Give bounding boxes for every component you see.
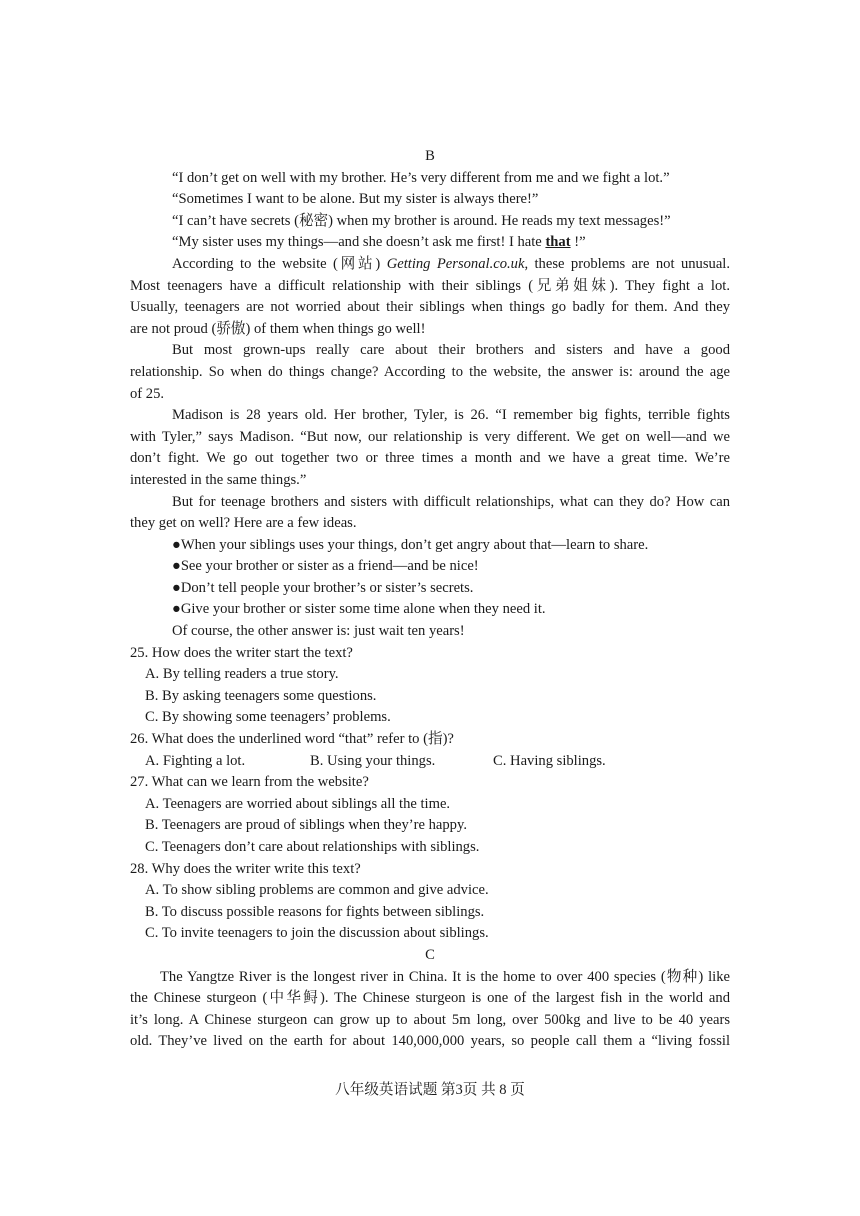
quote-line: “I don’t get on well with my brother. He’s very different from me and we fight a lot.” bbox=[172, 169, 670, 186]
exam-page bbox=[130, 146, 730, 1053]
question-26-option-c: C. Having siblings. bbox=[493, 752, 606, 769]
quote-line: “I can’t have secrets (秘密) when my brother is around. He reads my text messages!” bbox=[172, 212, 671, 229]
page-footer: 八年级英语试题 第3页 共 8 页 bbox=[335, 1082, 525, 1098]
paragraph-line: But most grown-ups really care about their brothers and sisters and have a good bbox=[172, 342, 730, 359]
question-28-stem: 28. Why does the writer write this text? bbox=[130, 860, 361, 877]
quote-line: “Sometimes I want to be alone. But my sister is always there!” bbox=[172, 191, 539, 208]
website-name: Getting Personal.co.uk bbox=[386, 255, 525, 272]
question-26-options bbox=[130, 751, 730, 773]
paragraph-line: they get on well? Here are a few ideas. bbox=[130, 515, 357, 532]
paragraph-line: relationship. So when do things change? According to the website, the answer is: around the age bbox=[130, 363, 730, 380]
question-27-option-a: A. Teenagers are worried about siblings all the time. bbox=[145, 795, 451, 812]
section-c-heading: C bbox=[425, 946, 435, 963]
paragraph-line: Madison is 28 years old. Her brother, Tyler, is 26. “I remember big fights, terrible fights bbox=[172, 407, 730, 424]
paragraph-line: The Yangtze River is the longest river in China. It is the home to over 400 species (物种) like bbox=[160, 968, 730, 985]
question-25-stem: 25. How does the writer start the text? bbox=[130, 644, 353, 661]
paragraph-line: with Tyler,” says Madison. “But now, our relationship is very different. We get on well—and we bbox=[130, 428, 730, 445]
question-25-option-c: C. By showing some teenagers’ problems. bbox=[145, 709, 391, 726]
bullet-item: ●When your siblings uses your things, don’t get angry about that—learn to share. bbox=[172, 536, 649, 553]
bullet-item: ●Give your brother or sister some time alone when they need it. bbox=[172, 601, 546, 618]
question-27-stem: 27. What can we learn from the website? bbox=[130, 774, 369, 791]
paragraph-line: of 25. bbox=[130, 385, 165, 402]
paragraph-line bbox=[130, 254, 730, 276]
paragraph-line: are not proud (骄傲) of them when things go well! bbox=[130, 320, 426, 337]
paragraph-line: Usually, teenagers are not worried about their siblings when things go badly for them. And they bbox=[130, 299, 730, 316]
paragraph-line: Most teenagers have a difficult relationship with their siblings (兄弟姐妹). They fight a lot. bbox=[130, 277, 730, 294]
question-26-option-a: A. Fighting a lot. bbox=[145, 752, 246, 769]
question-28-option-c: C. To invite teenagers to join the discussion about siblings. bbox=[145, 925, 489, 942]
question-26-stem: 26. What does the underlined word “that” refer to (指)? bbox=[130, 731, 454, 748]
paragraph-line: But for teenage brothers and sisters with difficult relationships, what can they do? How can bbox=[172, 493, 730, 510]
question-27-option-c: C. Teenagers don’t care about relationships with siblings. bbox=[145, 839, 480, 855]
text-span: According to the website (网站) bbox=[172, 255, 387, 272]
underlined-word-that: that bbox=[545, 234, 571, 251]
bullet-item: ●Don’t tell people your brother’s or sister’s secrets. bbox=[172, 579, 474, 596]
paragraph-line: the Chinese sturgeon (中华鲟). The Chinese sturgeon is one of the largest fish in the world and bbox=[130, 990, 730, 1007]
question-25-option-a: A. By telling readers a true story. bbox=[145, 666, 339, 683]
paragraph-line: old. They’ve lived on the earth for about 140,000,000 years, so people call them a “living fossil bbox=[130, 1033, 730, 1050]
question-28-option-a: A. To show sibling problems are common and give advice. bbox=[145, 882, 489, 899]
quote4-end: !” bbox=[570, 234, 586, 251]
text-span: , these problems are not unusual. bbox=[524, 255, 730, 272]
closing-line: Of course, the other answer is: just wait ten years! bbox=[172, 623, 465, 640]
section-b-heading: B bbox=[425, 148, 435, 164]
quote4-text: “My sister uses my things—and she doesn’t ask me first! I hate bbox=[172, 234, 546, 251]
question-26-option-b: B. Using your things. bbox=[310, 752, 436, 769]
paragraph-line: interested in the same things.” bbox=[130, 471, 307, 488]
question-25-option-b: B. By asking teenagers some questions. bbox=[145, 687, 377, 704]
quote-line bbox=[130, 232, 730, 254]
bullet-item: ●See your brother or sister as a friend—and be nice! bbox=[172, 558, 479, 575]
question-27-option-b: B. Teenagers are proud of siblings when they’re happy. bbox=[145, 817, 467, 834]
question-28-option-b: B. To discuss possible reasons for fights between siblings. bbox=[145, 903, 485, 920]
paragraph-line: don’t fight. We go out together two or three times a month and we have a great time. We’re bbox=[130, 450, 730, 467]
paragraph-line: it’s long. A Chinese sturgeon can grow up to about 5m long, over 500kg and live to be 40 years bbox=[130, 1011, 730, 1028]
